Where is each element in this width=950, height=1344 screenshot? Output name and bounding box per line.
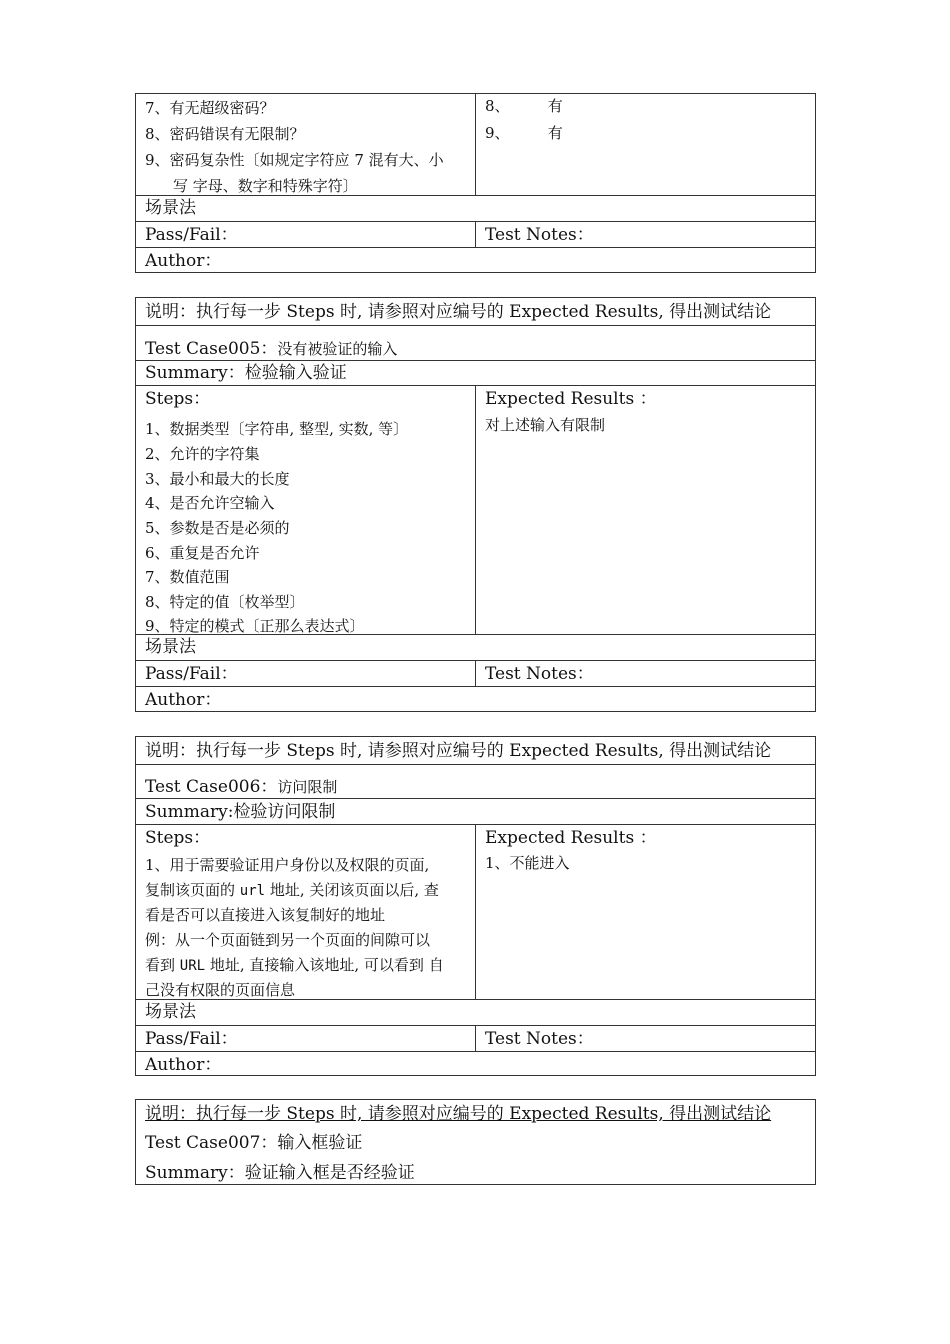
author-label: Author： bbox=[145, 251, 222, 271]
step-item: 8、特定的值〔枚举型〕 bbox=[145, 593, 305, 611]
author-row bbox=[136, 686, 815, 711]
method-label: 场景法 bbox=[145, 198, 196, 218]
test-notes-label: Test Notes： bbox=[485, 664, 594, 684]
summary bbox=[145, 363, 347, 383]
summary-text: 验证输入框是否经验证 bbox=[244, 1163, 415, 1183]
test-case-label: Test Case006： bbox=[145, 777, 278, 797]
test-case-title bbox=[145, 777, 337, 797]
expected-cell bbox=[476, 94, 815, 195]
expected-label: Expected Results ： bbox=[485, 828, 657, 848]
expected-cell bbox=[476, 825, 815, 999]
pass-notes-row bbox=[136, 221, 815, 247]
summary-label: Summary： bbox=[145, 1163, 245, 1183]
test-notes-cell bbox=[476, 661, 815, 686]
step-item: 写 字母、数字和特殊字符〕 bbox=[173, 177, 358, 195]
method-label: 场景法 bbox=[145, 1002, 196, 1022]
method-row bbox=[136, 999, 815, 1025]
pass-fail-cell bbox=[136, 222, 476, 247]
expected-item: 1、不能进入 bbox=[485, 854, 570, 872]
steps-label: Steps： bbox=[145, 828, 211, 848]
test-case-row bbox=[136, 764, 815, 798]
test-case-row bbox=[136, 325, 815, 360]
author-row bbox=[136, 247, 815, 272]
test-notes-cell bbox=[476, 1026, 815, 1051]
step-line: 复制该页面的 url 地址, 关闭该页面以后, 查 bbox=[145, 881, 439, 899]
step-line: 例：从一个页面链到另一个页面的间隙可以 bbox=[145, 931, 431, 949]
step-item: 4、是否允许空输入 bbox=[145, 494, 275, 512]
step-item: 1、数据类型〔字符串, 整型, 实数, 等〕 bbox=[145, 420, 409, 438]
steps-expected-row bbox=[136, 385, 815, 634]
step-item: 7、数值范围 bbox=[145, 568, 230, 586]
step-item: 5、参数是否是必须的 bbox=[145, 519, 290, 537]
test-case-004-continuation bbox=[135, 93, 816, 273]
step-line: 看到 URL 地址, 直接输入该地址, 可以看到 自 bbox=[145, 956, 444, 974]
test-case-label: Test Case007： bbox=[145, 1133, 278, 1153]
test-case-007 bbox=[135, 1099, 816, 1185]
steps-cell bbox=[136, 386, 476, 634]
expected-cell bbox=[476, 386, 815, 634]
method-label: 场景法 bbox=[145, 637, 196, 657]
author-label: Author： bbox=[145, 1055, 222, 1075]
instruction-text: 说明：执行每一步 Steps 时, 请参照对应编号的 Expected Results, 得出测试结论 bbox=[145, 1104, 772, 1124]
expected-item: 对上述输入有限制 bbox=[485, 416, 606, 434]
steps-expected-row bbox=[136, 94, 815, 195]
pass-notes-row bbox=[136, 660, 815, 686]
test-case-name: 没有被验证的输入 bbox=[277, 340, 398, 358]
instruction-text: 说明：执行每一步 Steps 时, 请参照对应编号的 Expected Results, 得出测试结论 bbox=[145, 302, 772, 322]
expected-label: Expected Results ： bbox=[485, 389, 657, 409]
step-item: 9、密码复杂性〔如规定字符应 7 混有大、小 bbox=[145, 151, 444, 169]
test-notes-label: Test Notes： bbox=[485, 225, 594, 245]
test-notes-cell bbox=[476, 222, 815, 247]
step-item: 8、密码错误有无限制？ bbox=[145, 125, 305, 143]
summary-row bbox=[136, 798, 815, 824]
summary-text: 检验输入验证 bbox=[244, 363, 347, 383]
instruction-row bbox=[136, 737, 815, 764]
summary bbox=[145, 1163, 415, 1183]
step-line: 1、用于需要验证用户身份以及权限的页面, bbox=[145, 856, 430, 874]
summary-text: 检验访问限制 bbox=[233, 802, 336, 822]
step-item: 7、有无超级密码？ bbox=[145, 99, 275, 117]
step-item: 9、特定的模式〔正那么表达式〕 bbox=[145, 617, 365, 635]
test-case-name: 输入框验证 bbox=[277, 1133, 363, 1153]
author-label: Author： bbox=[145, 690, 222, 710]
step-line: 己没有权限的页面信息 bbox=[145, 981, 296, 999]
test-case-title bbox=[145, 339, 397, 359]
pass-fail-cell bbox=[136, 661, 476, 686]
instruction-row bbox=[136, 298, 815, 325]
instruction-text: 说明：执行每一步 Steps 时, 请参照对应编号的 Expected Results, 得出测试结论 bbox=[145, 741, 772, 761]
test-notes-label: Test Notes： bbox=[485, 1029, 594, 1049]
pass-fail-label: Pass/Fail： bbox=[145, 1029, 238, 1049]
pass-fail-label: Pass/Fail： bbox=[145, 225, 238, 245]
summary-label: Summary： bbox=[145, 363, 245, 383]
steps-cell bbox=[136, 94, 476, 195]
method-row bbox=[136, 634, 815, 660]
step-line: 看是否可以直接进入该复制好的地址 bbox=[145, 906, 386, 924]
pass-fail-cell bbox=[136, 1026, 476, 1051]
test-case-006 bbox=[135, 736, 816, 1076]
pass-fail-label: Pass/Fail： bbox=[145, 664, 238, 684]
steps-cell bbox=[136, 825, 476, 999]
step-item: 3、最小和最大的长度 bbox=[145, 470, 290, 488]
steps-expected-row bbox=[136, 824, 815, 999]
expected-item: 9、 有 bbox=[485, 124, 563, 142]
step-item: 6、重复是否允许 bbox=[145, 544, 260, 562]
steps-label: Steps： bbox=[145, 389, 211, 409]
summary-row bbox=[136, 360, 815, 385]
test-case-name: 访问限制 bbox=[277, 778, 338, 796]
step-item: 2、允许的字符集 bbox=[145, 445, 260, 463]
expected-item: 8、 有 bbox=[485, 97, 563, 115]
author-row bbox=[136, 1051, 815, 1076]
summary-label: Summary: bbox=[145, 802, 234, 822]
test-case-005 bbox=[135, 297, 816, 712]
summary bbox=[145, 802, 335, 822]
test-case-title bbox=[145, 1133, 362, 1153]
pass-notes-row bbox=[136, 1025, 815, 1051]
test-case-label: Test Case005： bbox=[145, 339, 278, 359]
method-row bbox=[136, 195, 815, 221]
